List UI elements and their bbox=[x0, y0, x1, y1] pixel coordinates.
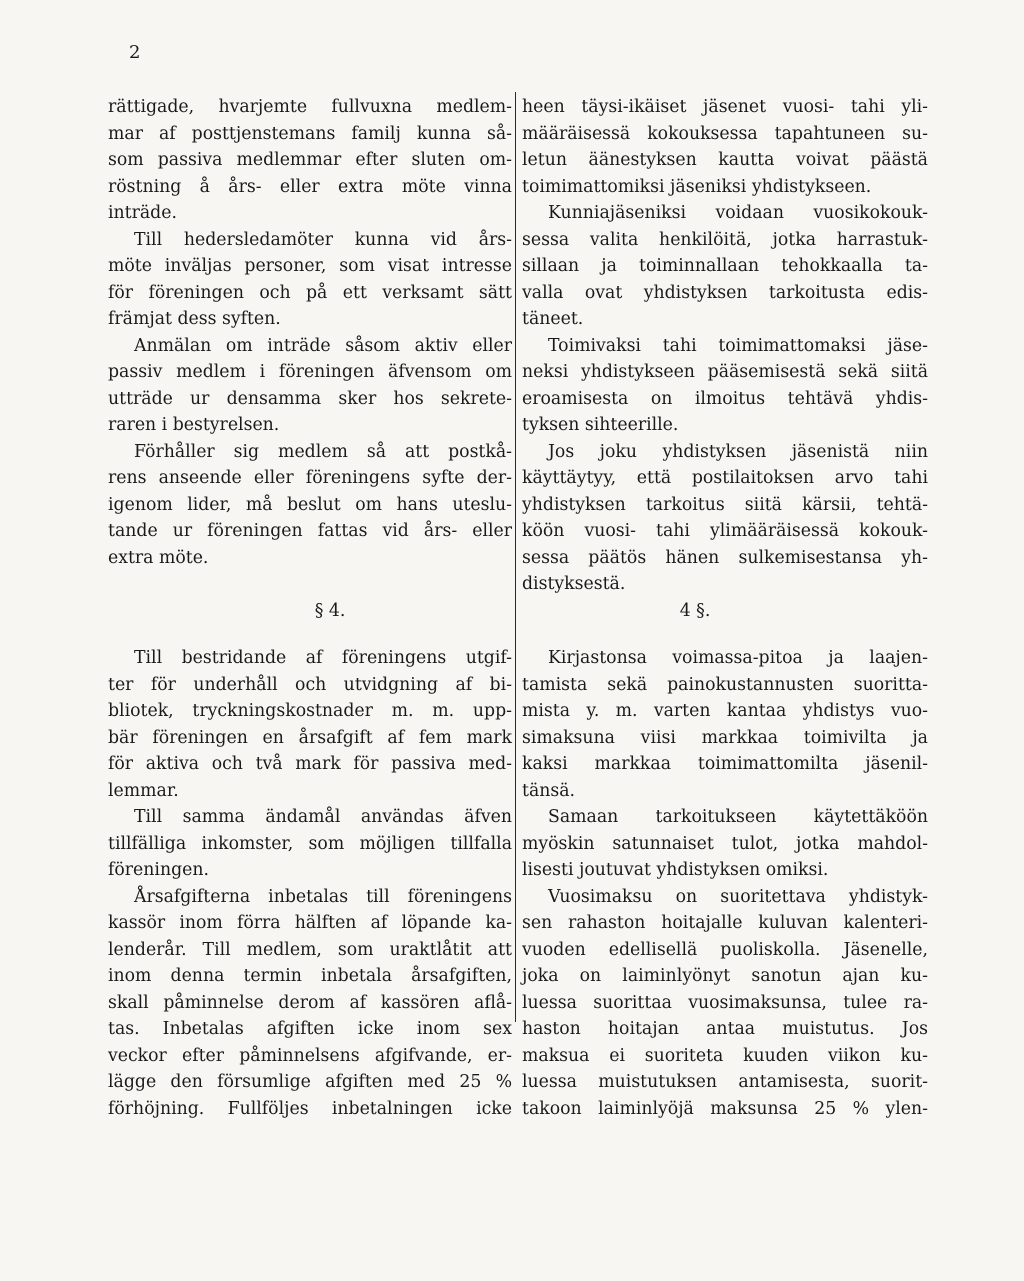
text-line: skall påminnelse derom af kassören aflå- bbox=[108, 992, 512, 1013]
swedish-column-lower bbox=[108, 645, 512, 1122]
text-line: tande ur föreningen fattas vid års- eller bbox=[108, 521, 512, 541]
text-line: Kirjastonsa voimassa-pitoa ja laajen- bbox=[548, 648, 928, 668]
text-line: inom denna termin inbetala årsafgiften, bbox=[108, 966, 512, 986]
text-line: inträde. bbox=[108, 203, 177, 223]
finnish-column-upper bbox=[522, 94, 928, 598]
text-line: extra möte. bbox=[108, 547, 209, 568]
text-line: luessa suorittaa vuosimaksunsa, tulee ra- bbox=[522, 992, 928, 1013]
text-line: Kunniajäseniksi voidaan vuosikokouk- bbox=[548, 203, 928, 223]
text-line: neksi yhdistykseen pääsemisestä sekä siitä bbox=[522, 362, 928, 382]
text-line: för föreningen och på ett verksamt sätt bbox=[108, 282, 512, 303]
text-line: utträde ur densamma sker hos sekrete- bbox=[108, 388, 512, 409]
text-line: Till bestridande af föreningens utgif- bbox=[134, 648, 512, 668]
section-heading-swedish: § 4. bbox=[314, 601, 346, 621]
text-line: distyksestä. bbox=[522, 574, 626, 594]
text-line: kassör inom förra hälften af löpande ka- bbox=[108, 913, 512, 933]
text-line: määräisessä kokouksessa tapahtuneen su- bbox=[522, 123, 928, 144]
text-line: tänsä. bbox=[522, 780, 576, 801]
text-line: sillaan ja toiminnallaan tehokkaalla ta- bbox=[522, 256, 928, 276]
text-line: röstning å års- eller extra möte vinna bbox=[108, 176, 512, 197]
text-line: myöskin satunnaiset tulot, jotka mahdol- bbox=[522, 833, 928, 854]
text-line: valla ovat yhdistyksen tarkoitusta edis- bbox=[522, 282, 928, 303]
column-divider bbox=[515, 92, 516, 1022]
text-line: haston hoitajan antaa muistutus. Jos bbox=[522, 1019, 928, 1039]
text-line: Till samma ändamål användas äfven bbox=[134, 807, 512, 827]
text-line: letun äänestyksen kautta voivat päästä bbox=[522, 150, 928, 170]
text-line: tillfälliga inkomster, som möjligen tillfalla bbox=[108, 833, 512, 854]
text-line: rättigade, hvarjemte fullvuxna medlem- bbox=[108, 97, 512, 117]
text-line: passiv medlem i föreningen äfvensom om bbox=[108, 362, 512, 382]
text-line: Samaan tarkoitukseen käytettäköön bbox=[548, 807, 928, 827]
finnish-column-lower bbox=[522, 645, 928, 1122]
text-line: Årsafgifterna inbetalas till föreningens bbox=[134, 886, 512, 907]
text-line: veckor efter påminnelsens afgifvande, er- bbox=[108, 1045, 512, 1066]
text-line: mista y. m. varten kantaa yhdistys vuo- bbox=[522, 701, 928, 721]
text-line: lemmar. bbox=[108, 780, 179, 801]
text-line: främjat dess syften. bbox=[108, 309, 281, 329]
page-number: 2 bbox=[129, 42, 141, 63]
text-line: takoon laiminlyöjä maksunsa 25 % ylen- bbox=[522, 1098, 928, 1119]
text-line: bliotek, tryckningskostnader m. m. upp- bbox=[108, 701, 512, 721]
text-line: lenderår. Till medlem, som uraktlåtit att bbox=[108, 939, 512, 960]
text-line: Toimivaksi tahi toimimattomaksi jäse- bbox=[548, 335, 928, 356]
text-line: som passiva medlemmar efter sluten om- bbox=[108, 150, 512, 170]
text-line: täneet. bbox=[522, 309, 584, 329]
text-line: luessa muistutuksen antamisesta, suorit- bbox=[522, 1072, 928, 1092]
text-line: mar af posttjenstemans familj kunna så- bbox=[108, 123, 512, 144]
text-line: tyksen sihteerille. bbox=[522, 415, 679, 435]
text-line: rens anseende eller föreningens syfte der- bbox=[108, 468, 512, 488]
text-line: sessa päätös hänen sulkemisestansa yh- bbox=[522, 547, 928, 568]
text-line: tamista sekä painokustannusten suoritta- bbox=[522, 674, 928, 695]
text-line: igenom lider, må beslut om hans uteslu- bbox=[108, 494, 512, 515]
text-line: Förhåller sig medlem så att postkå- bbox=[134, 441, 512, 462]
text-line: för aktiva och två mark för passiva med- bbox=[108, 754, 512, 774]
text-line: heen täysi-ikäiset jäsenet vuosi- tahi yli- bbox=[522, 97, 928, 117]
text-line: tas. Inbetalas afgiften icke inom sex bbox=[108, 1019, 512, 1039]
text-line: möte inväljas personer, som visat intresse bbox=[108, 256, 512, 276]
text-line: sen rahaston hoitajalle kuluvan kalenteri- bbox=[522, 913, 928, 933]
text-line: maksua ei suoriteta kuuden viikon ku- bbox=[522, 1045, 928, 1066]
text-line: yhdistyksen tarkoitus siitä kärsii, tehtä- bbox=[522, 494, 928, 515]
text-line: vuoden edellisellä puoliskolla. Jäsenelle, bbox=[522, 939, 928, 960]
text-line: käyttäytyy, että postilaitoksen arvo tahi bbox=[522, 468, 928, 488]
text-line: lisesti joutuvat yhdistyksen omiksi. bbox=[522, 860, 829, 880]
swedish-column-upper bbox=[108, 94, 512, 571]
section-heading-finnish: 4 §. bbox=[679, 601, 711, 621]
text-line: bär föreningen en årsafgift af fem mark bbox=[108, 727, 512, 748]
text-line: eroamisesta on ilmoitus tehtävä yhdis- bbox=[522, 388, 928, 409]
text-line: toimimattomiksi jäseniksi yhdistykseen. bbox=[522, 176, 872, 197]
text-line: kaksi markkaa toimimattomilta jäsenil- bbox=[522, 754, 928, 774]
text-line: lägge den försumlige afgiften med 25 % bbox=[108, 1072, 512, 1092]
text-line: ter för underhåll och utvidgning af bi- bbox=[108, 674, 512, 695]
text-line: sessa valita henkilöitä, jotka harrastuk- bbox=[522, 229, 928, 250]
text-line: simaksuna viisi markkaa toimivilta ja bbox=[522, 727, 928, 748]
text-line: köön vuosi- tahi ylimääräisessä kokouk- bbox=[522, 521, 928, 541]
text-line: förhöjning. Fullföljes inbetalningen icke bbox=[108, 1098, 512, 1119]
text-line: Till hedersledamöter kunna vid års- bbox=[134, 229, 512, 250]
text-line: föreningen. bbox=[108, 860, 209, 880]
text-line: Anmälan om inträde såsom aktiv eller bbox=[134, 335, 512, 356]
text-line: Vuosimaksu on suoritettava yhdistyk- bbox=[548, 886, 928, 907]
text-line: Jos joku yhdistyksen jäsenistä niin bbox=[548, 441, 928, 462]
text-line: joka on laiminlyönyt sanotun ajan ku- bbox=[522, 966, 928, 986]
text-line: raren i bestyrelsen. bbox=[108, 415, 280, 435]
